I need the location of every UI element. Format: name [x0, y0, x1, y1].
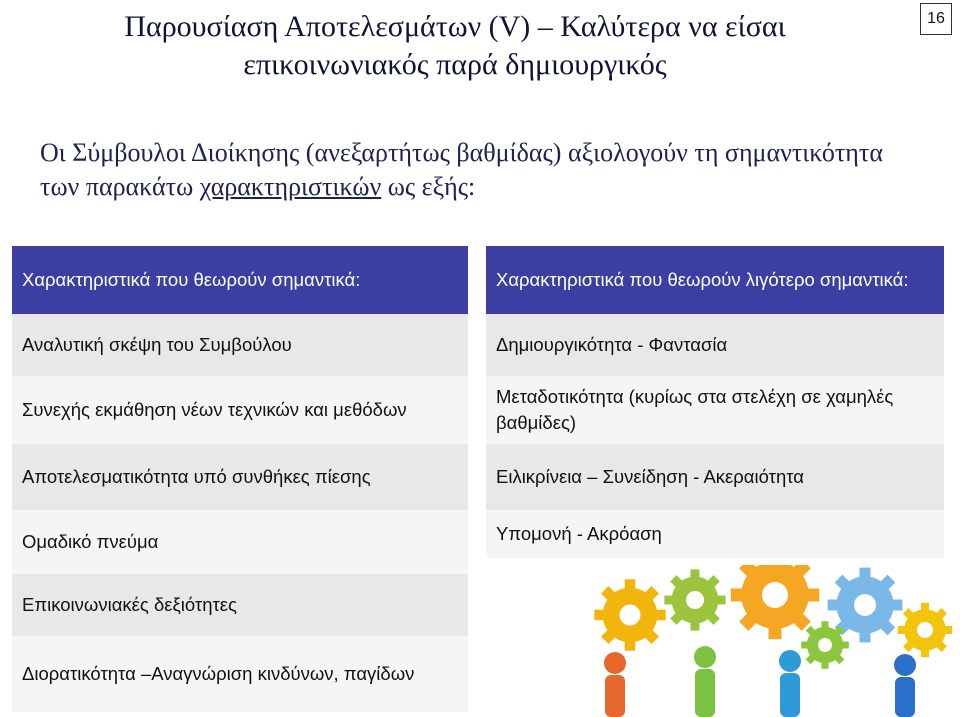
- important-trait-row: Αναλυτική σκέψη του Συμβούλου: [12, 314, 468, 376]
- important-trait-row: Συνεχής εκμάθηση νέων τεχνικών και μεθόδων: [12, 376, 468, 444]
- important-trait-row: Ομαδικό πνεύμα: [12, 510, 468, 574]
- person-figure-icon: [604, 652, 626, 717]
- slide-title: [40, 8, 870, 84]
- intro-text-underlined: χαρακτηριστικών: [199, 172, 382, 201]
- less-important-trait-row: Μεταδοτικότητα (κυρίως στα στελέχη σε χαμηλές βαθμίδες): [486, 376, 944, 444]
- gear-icon: [664, 569, 725, 630]
- gear-icon: [731, 565, 819, 639]
- important-trait-row: Επικοινωνιακές δεξιότητες: [12, 574, 468, 636]
- gear-icon: [898, 603, 952, 657]
- gear-icon: [801, 621, 849, 669]
- slide-number: 16: [920, 3, 952, 35]
- less-important-traits-header: Χαρακτηριστικά που θεωρούν λιγότερο σημαντικά:: [486, 246, 944, 314]
- important-trait-row: Αποτελεσματικότητα υπό συνθήκες πίεσης: [12, 444, 468, 510]
- gear-icon: [594, 579, 665, 650]
- slide-title-line-1: Παρουσίαση Αποτελεσμάτων (V) – Καλύτερα να είσαι: [124, 10, 786, 43]
- gears-teamwork-illustration: [575, 565, 955, 717]
- intro-text: [40, 136, 920, 204]
- important-traits-header: Χαρακτηριστικά που θεωρούν σημαντικά:: [12, 246, 468, 314]
- less-important-trait-row: Δημιουργικότητα - Φαντασία: [486, 314, 944, 376]
- slide-title-line-2: επικοινωνιακός παρά δημιουργικός: [243, 48, 667, 81]
- less-important-trait-row: Ειλικρίνεια – Συνείδηση - Ακεραιότητα: [486, 444, 944, 510]
- person-figure-icon: [779, 650, 801, 717]
- important-trait-row: Διορατικότητα –Αναγνώριση κινδύνων, παγίδων: [12, 636, 468, 712]
- person-figure-icon: [694, 646, 716, 717]
- intro-text-part-1: Οι Σύμβουλοι Διοίκησης (ανεξαρτήτως βαθμίδας) αξιολογούν τη σημαντικότητα των παρακάτω: [40, 138, 883, 201]
- person-figure-icon: [894, 654, 916, 717]
- less-important-trait-row: Υπομονή - Ακρόαση: [486, 510, 944, 558]
- intro-text-part-2: ως εξής:: [381, 172, 476, 201]
